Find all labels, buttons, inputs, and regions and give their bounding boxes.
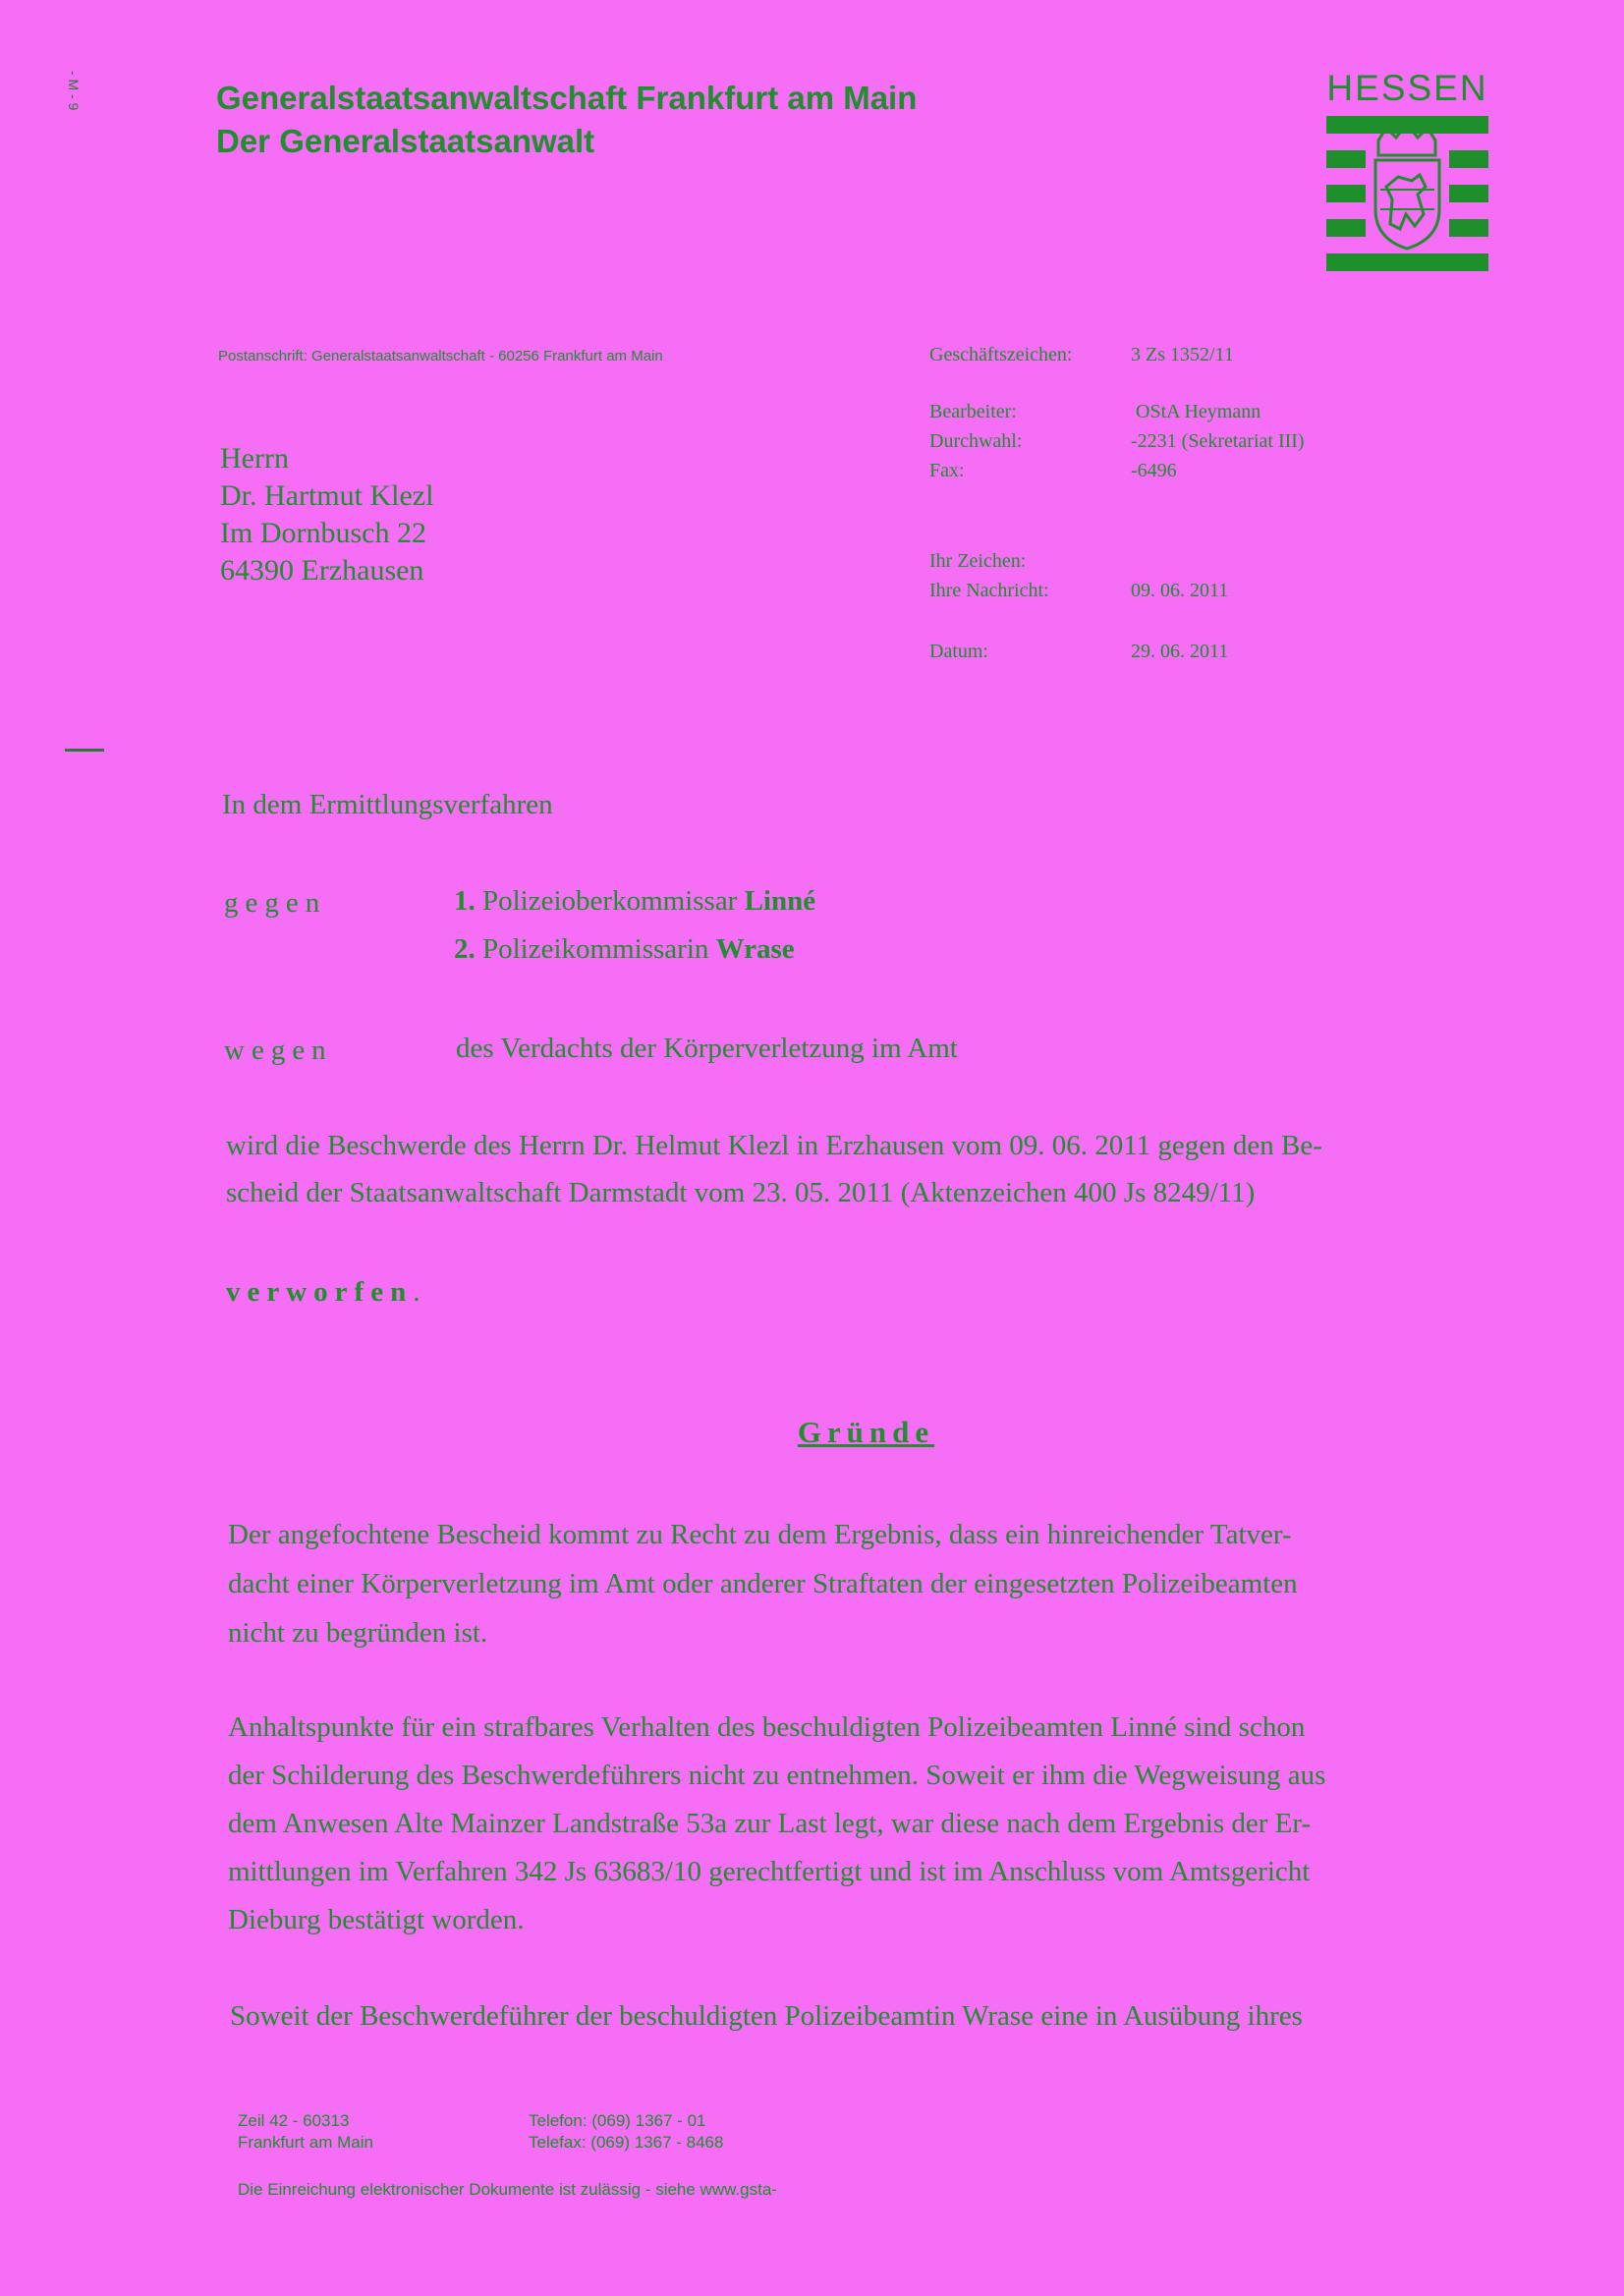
accused-2: 2. Polizeikommissarin Wrase (454, 933, 795, 965)
postal-line: Postanschrift: Generalstaatsanwaltschaft - 60256 Frankfurt am Main (218, 348, 663, 364)
letterhead (216, 77, 917, 163)
letterhead-line1: Generalstaatsanwaltschaft Frankfurt am Main (216, 80, 918, 116)
recipient-street: Im Dornbusch 22 (220, 517, 426, 549)
accused-1-name: Linné (744, 885, 816, 917)
recipient-address (220, 440, 433, 589)
paragraph-1: Der angefochtene Bescheid kommt zu Recht zu dem Ergebnis, dass ein hinreichender Tatver- dacht einer Körperverletzung im Amt oder anderer Straftaten der eingesetzten Polizeibeamten nicht zu begründen ist. (228, 1519, 1298, 1649)
margin-mark: - M - 9 (66, 71, 82, 111)
ihre-nachricht-value: 09. 06. 2011 (1131, 580, 1229, 601)
wegen-label: wegen (224, 1035, 333, 1066)
wegen-text: des Verdachts der Körperverletzung im Amt (456, 1033, 958, 1064)
paragraph-2: Anhaltspunkte für ein strafbares Verhalten des beschuldigten Polizeibeamten Linné sind schon der Schilderung des Beschwerdeführers nicht zu entnehmen. Soweit er ihm die Wegweisung aus dem Anwesen Alte Mainzer Landstraße 53a zur Last legt, war diese nach dem Ergebnis der Er- mittlungen im Verfahren 342 Js 63683/10 gerechtfertigt und ist im Anschluss vom Amtsgericht Dieburg bestätigt worden. (228, 1711, 1326, 1935)
hessen-logo-word: HESSEN (1326, 68, 1488, 108)
recipient-name: Dr. Hartmut Klezl (220, 479, 434, 512)
footer-notice: Die Einreichung elektronischer Dokumente ist zulässig - siehe www.gsta- (238, 2180, 777, 2199)
decision-paragraph: wird die Beschwerde des Herrn Dr. Helmut Klezl in Erzhausen vom 09. 06. 2011 gegen den Be- scheid der Staatsanwaltschaft Darmstadt vom 23. 05. 2011 (Aktenzeichen 400 Js 8249/11) (226, 1130, 1322, 1208)
gegen-label: gegen (224, 887, 327, 919)
geschaeftszeichen-value: 3 Zs 1352/11 (1131, 344, 1234, 365)
recipient-salutation: Herrn (220, 442, 289, 475)
section-heading: Gründe (797, 1415, 935, 1449)
footer-address: Zeil 42 - 60313 Frankfurt am Main (238, 2111, 373, 2152)
accused-1: 1. Polizeioberkommissar Linné (454, 885, 816, 917)
hessen-lion-crest-icon (1321, 116, 1493, 288)
fax-value: -6496 (1131, 460, 1177, 481)
bearbeiter-value: OStA Heymann (1136, 401, 1261, 422)
footer-phone: Telefon: (069) 1367 - 01 Telefax: (069) 1367 - 8468 (529, 2111, 724, 2152)
durchwahl-value: -2231 (Sekretariat III) (1131, 430, 1305, 452)
margin-dash (65, 749, 104, 752)
hessen-logo (1321, 69, 1493, 288)
letterhead-line2: Der Generalstaatsanwalt (216, 123, 595, 159)
verdict: verworfen. (226, 1276, 420, 1308)
paragraph-3: Soweit der Beschwerdeführer der beschuldigten Polizeibeamtin Wrase eine in Ausübung ihres (230, 2000, 1303, 2032)
recipient-city: 64390 Erzhausen (220, 554, 424, 587)
intro-line: In dem Ermittlungsverfahren (222, 789, 553, 820)
accused-2-name: Wrase (715, 933, 795, 965)
datum-value: 29. 06. 2011 (1131, 641, 1229, 662)
